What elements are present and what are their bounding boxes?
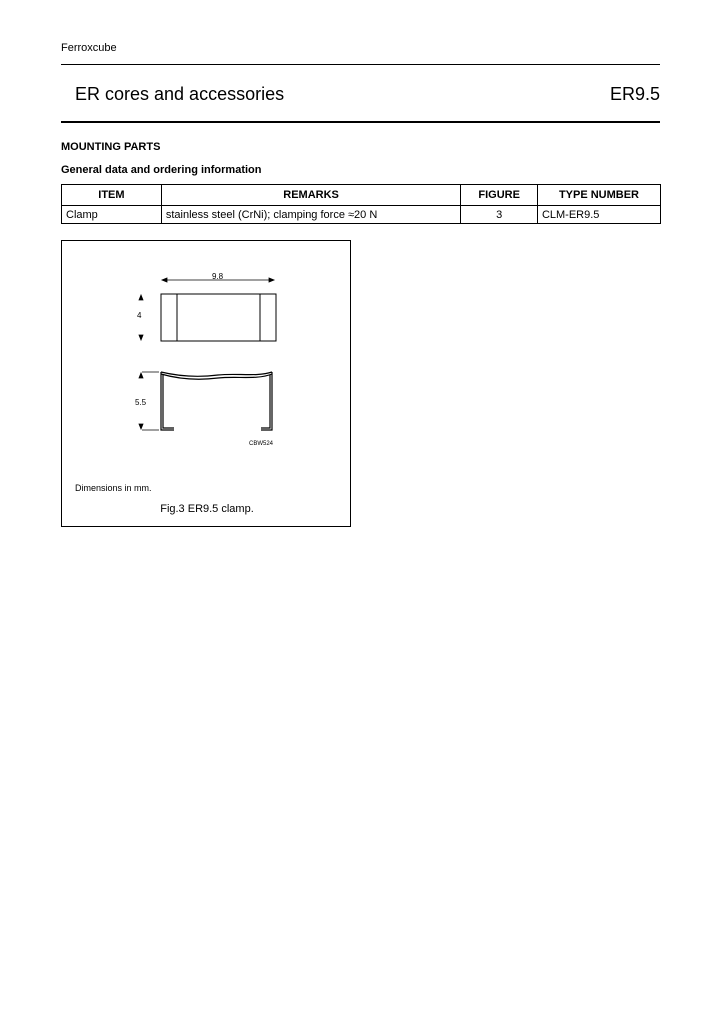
column-header-item: ITEM [62,185,162,206]
cell-item: Clamp [62,206,162,224]
subsection-title: General data and ordering information [61,164,262,176]
height-dimension-label-top: 4 [137,311,142,320]
company-name: Ferroxcube [61,42,117,54]
header-rule-bottom [61,121,660,123]
dimensions-note: Dimensions in mm. [75,483,152,493]
figure-box [61,240,351,527]
column-header-figure: FIGURE [461,185,538,206]
width-dimension-label: 9.8 [212,272,224,281]
cell-remarks: stainless steel (CrNi); clamping force ≈20 N [161,206,461,224]
ordering-table [61,184,661,224]
cell-figure: 3 [461,206,538,224]
header-rule-top [61,64,660,65]
cell-type-number: CLM-ER9.5 [537,206,660,224]
section-title: MOUNTING PARTS [61,141,161,153]
drawing-code: CBW524 [249,441,274,447]
document-title: ER cores and accessories [75,84,285,104]
column-header-type-number: TYPE NUMBER [537,185,660,206]
clamp-top-view [161,294,276,341]
clamp-side-view [161,372,272,430]
height-dimension-label-side: 5.5 [135,398,147,407]
figure-caption: Fig.3 ER9.5 clamp. [160,503,254,515]
column-header-remarks: REMARKS [161,185,461,206]
table-row [62,206,661,224]
part-number: ER9.5 [609,84,660,104]
table-header-row [62,185,661,206]
